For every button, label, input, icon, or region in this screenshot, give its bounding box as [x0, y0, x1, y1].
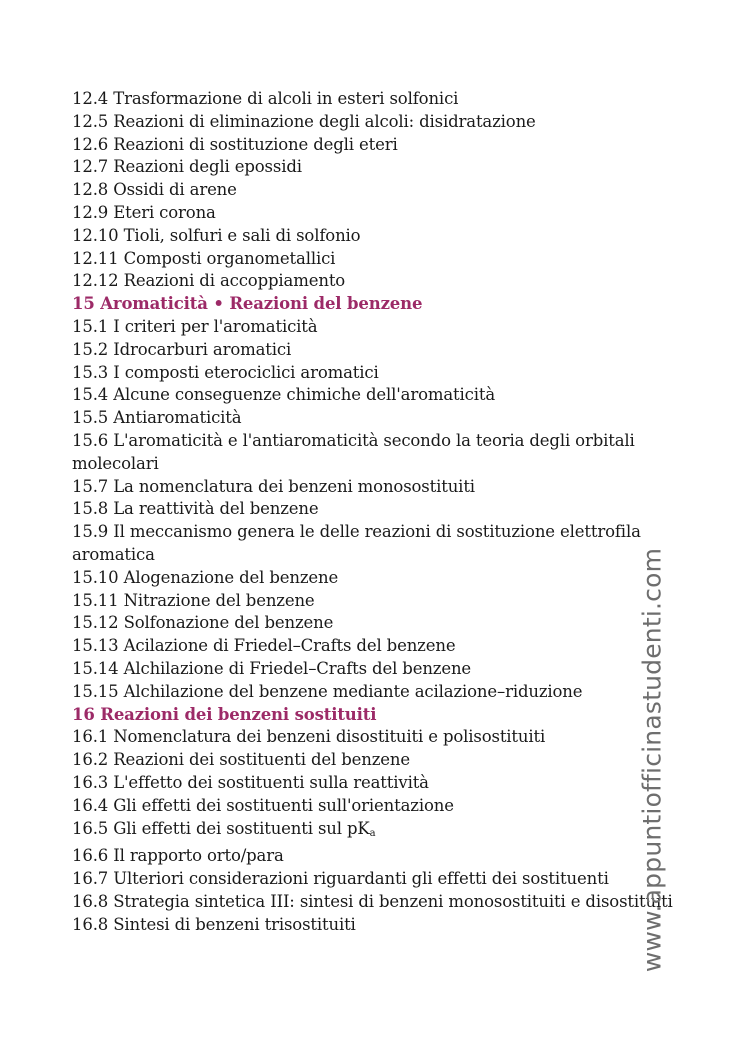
toc-entry: [72, 914, 682, 937]
toc-entry-text: 15.6 L'aromaticità e l'antiaromaticità secondo la teoria degli orbitali molecolari: [72, 430, 635, 473]
toc-entry-text: 15.13 Acilazione di Friedel–Crafts del benzene: [72, 636, 456, 656]
toc-entry-text: 16.6 Il rapporto orto/para: [72, 846, 284, 866]
toc-entry: [72, 795, 682, 818]
toc-entry: [72, 845, 682, 868]
toc-entry-text: 15.4 Alcune conseguenze chimiche dell'aromaticità: [72, 385, 496, 405]
toc-entry: [72, 476, 682, 499]
toc-entry: [72, 612, 682, 635]
toc-entry: [72, 88, 682, 111]
toc-entry-text: 15.9 Il meccanismo genera le delle reazioni di sostituzione elettrofila aromatica: [72, 522, 641, 564]
toc-entry: [72, 156, 682, 179]
toc-entry-text: 15.1 I criteri per l'aromaticità: [72, 316, 318, 336]
toc-entry-text: 15.10 Alogenazione del benzene: [72, 567, 339, 587]
toc-entry-text: 15.15 Alchilazione del benzene mediante acilazione–riduzione: [72, 681, 583, 701]
toc-entry-text: 12.9 Eteri corona: [72, 202, 216, 222]
toc-chapter-heading: [72, 704, 682, 727]
toc-entry: [72, 635, 682, 658]
toc-entry-text: 16.5 Gli effetti dei sostituenti sul pK: [72, 818, 370, 838]
toc-entry: [72, 111, 682, 134]
toc-entry: [72, 891, 682, 914]
toc-entry-text: 12.8 Ossidi di arene: [72, 180, 237, 200]
toc-entry-text: 15 Aromaticità • Reazioni del benzene: [72, 294, 423, 314]
toc-entry: [72, 772, 682, 795]
toc-entry: [72, 749, 682, 772]
toc-entry: [72, 430, 682, 476]
toc-entry: [72, 567, 682, 590]
toc-entry-text: 15.2 Idrocarburi aromatici: [72, 339, 292, 359]
table-of-contents: [72, 88, 682, 936]
toc-entry: [72, 521, 682, 567]
toc-entry: [72, 316, 682, 339]
toc-entry-text: 12.12 Reazioni di accoppiamento: [72, 271, 346, 291]
toc-entry: [72, 590, 682, 613]
toc-entry-text: 15.12 Solfonazione del benzene: [72, 613, 334, 633]
toc-entry-text: 12.5 Reazioni di eliminazione degli alcoli: disidratazione: [72, 111, 536, 131]
toc-entry-text: 12.4 Trasformazione di alcoli in esteri solfonici: [72, 89, 459, 108]
toc-entry: [72, 384, 682, 407]
toc-entry-text: 15.8 La reattività del benzene: [72, 499, 319, 519]
toc-entry-text: 15.7 La nomenclatura dei benzeni monosostituiti: [72, 476, 475, 496]
toc-entry-text: 15.14 Alchilazione di Friedel–Crafts del benzene: [72, 658, 472, 678]
toc-entry-text: 16.4 Gli effetti dei sostituenti sull'orientazione: [72, 795, 454, 815]
toc-entry-text: 12.10 Tioli, solfuri e sali di solfonio: [72, 225, 361, 245]
toc-entry-text: 16.8 Strategia sintetica III: sintesi di benzeni monosostituiti e disostituiti: [72, 891, 673, 911]
toc-entry-text: 16.2 Reazioni dei sostituenti del benzene: [72, 750, 410, 770]
toc-entry: [72, 658, 682, 681]
toc-entry: [72, 225, 682, 248]
toc-entry-text: 15.3 I composti eterociclici aromatici: [72, 362, 379, 382]
watermark-url: www.appuntiofficinastudenti.com: [637, 547, 667, 973]
toc-entry: [72, 818, 682, 846]
toc-entry: [72, 202, 682, 225]
toc-entry-subscript: a: [369, 827, 376, 839]
toc-entry-text: 16.7 Ulteriori considerazioni riguardanti gli effetti dei sostituenti: [72, 869, 609, 889]
toc-entry-text: 16.1 Nomenclatura dei benzeni disostituiti e polisostituiti: [72, 727, 546, 747]
toc-entry-text: 12.6 Reazioni di sostituzione degli eteri: [72, 134, 398, 154]
toc-entry-text: 16.3 L'effetto dei sostituenti sulla reattività: [72, 772, 429, 792]
toc-entry-text: 15.11 Nitrazione del benzene: [72, 590, 315, 610]
toc-entry-text: 16 Reazioni dei benzeni sostituiti: [72, 704, 377, 724]
toc-entry: [72, 248, 682, 271]
toc-entry-text: 15.5 Antiaromaticità: [72, 408, 242, 428]
toc-entry: [72, 339, 682, 362]
toc-entry: [72, 498, 682, 521]
toc-entry: [72, 407, 682, 430]
toc-entry-text: 12.11 Composti organometallici: [72, 248, 336, 268]
toc-entry: [72, 270, 682, 293]
toc-entry: [72, 134, 682, 157]
toc-entry: [72, 868, 682, 891]
toc-chapter-heading: [72, 293, 682, 316]
toc-entry: [72, 179, 682, 202]
toc-entry: [72, 362, 682, 385]
toc-entry: [72, 726, 682, 749]
toc-entry: [72, 681, 682, 704]
toc-entry-text: 16.8 Sintesi di benzeni trisostituiti: [72, 914, 356, 934]
toc-entry-text: 12.7 Reazioni degli epossidi: [72, 157, 302, 177]
